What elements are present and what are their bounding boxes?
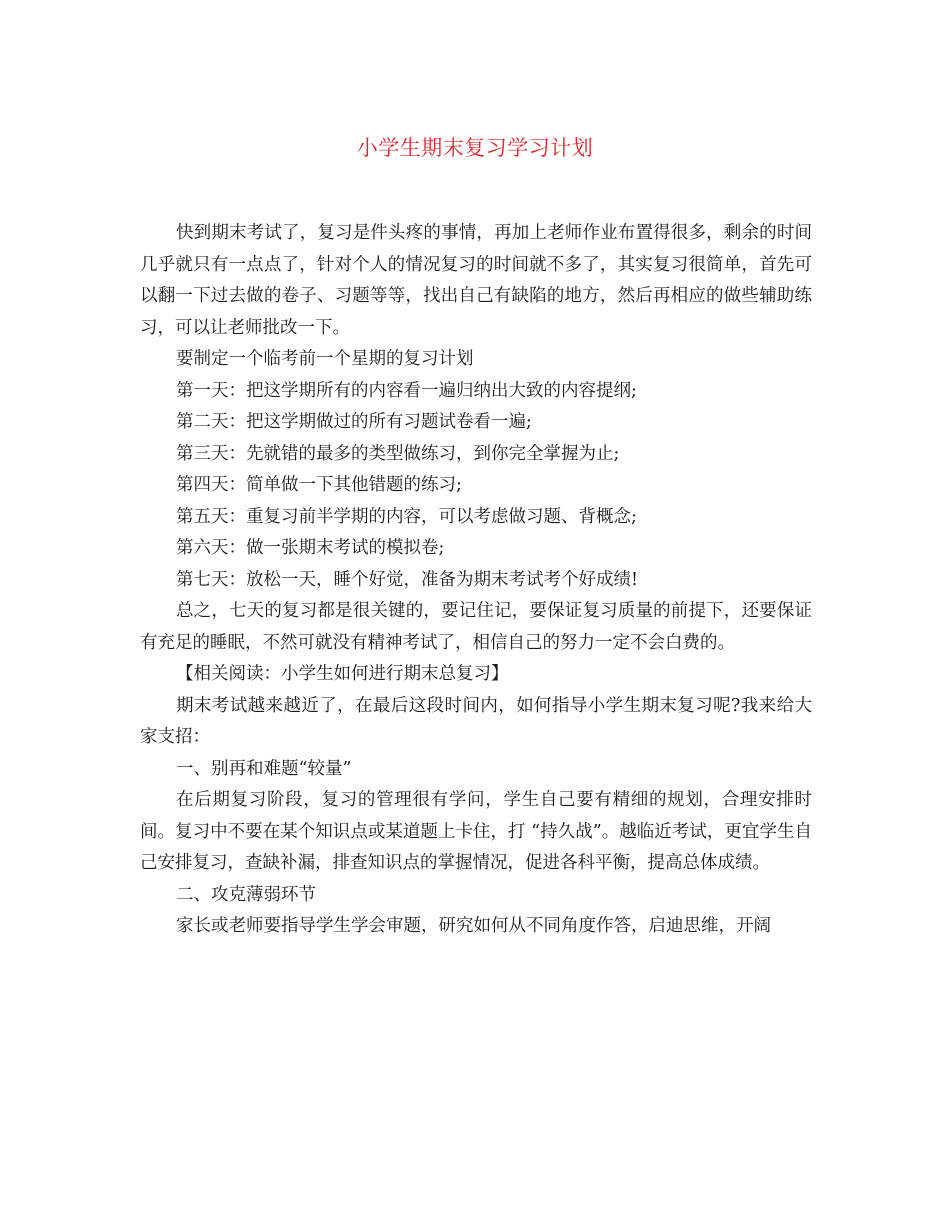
document-body: [140, 218, 812, 943]
paragraph-day-3: 第三天：先就错的最多的类型做练习，到你完全掌握为止;: [176, 443, 620, 464]
paragraph-summary: 总之，七天的复习都是很关键的，要记住记，要保证复习质量的前提下，还要保证有充足的睡眠，不然可就没有精神考试了，相信自己的努力一定不会白费的。: [140, 601, 812, 653]
document-title: 小学生期末复习学习计划: [356, 136, 594, 160]
paragraph-related-intro: 期末考试越来越近了，在最后这段时间内，如何指导小学生期末复习呢?我来给大家支招：: [140, 695, 812, 747]
paragraph-day-2: 第二天：把这学期做过的所有习题试卷看一遍;: [176, 412, 532, 432]
paragraph-section-1: 在后期复习阶段，复习的管理很有学问，学生自己要有精细的规划，合理安排时间。复习中不要在某个知识点或某道题上卡住，打 “持久战”。越临近考试，更宜学生自己安排复习，查缺补漏，排查知识点的掌握情况，促进各科平衡，提高总体成绩。: [140, 790, 812, 873]
paragraph-section-2: 家长或老师要指导学生学会审题，研究如何从不同角度作答，启迪思维，开阔: [176, 916, 771, 936]
paragraph-day-4: 第四天：简单做一下其他错题的练习;: [176, 475, 462, 495]
paragraph-intro: 快到期末考试了，复习是件头疼的事情，再加上老师作业布置得很多，剩余的时间几乎就只有一点点了，针对个人的情况复习的时间就不多了，其实复习很简单，首先可以翻一下过去做的卷子、习题等等，找出自己有缺陷的地方，然后再相应的做些辅助练习，可以让老师批改一下。: [140, 223, 812, 338]
paragraph-day-6: 第六天：做一张期末考试的模拟卷;: [176, 538, 445, 558]
section-heading-2: 二、攻克薄弱环节: [176, 884, 316, 905]
paragraph-day-7: 第七天：放松一天，睡个好觉，准备为期末考试考个好成绩!: [176, 569, 639, 590]
paragraph-day-5: 第五天：重复习前半学期的内容，可以考虑做习题、背概念;: [176, 506, 637, 527]
paragraph-plan-heading: 要制定一个临考前一个星期的复习计划: [176, 349, 474, 369]
paragraph-related-reading: 【相关阅读：小学生如何进行期末总复习】: [176, 664, 509, 684]
section-heading-1: 一、别再和难题“较量”: [176, 758, 352, 779]
paragraph-day-1: 第一天：把这学期所有的内容看一遍归纳出大致的内容提纲;: [176, 380, 637, 401]
